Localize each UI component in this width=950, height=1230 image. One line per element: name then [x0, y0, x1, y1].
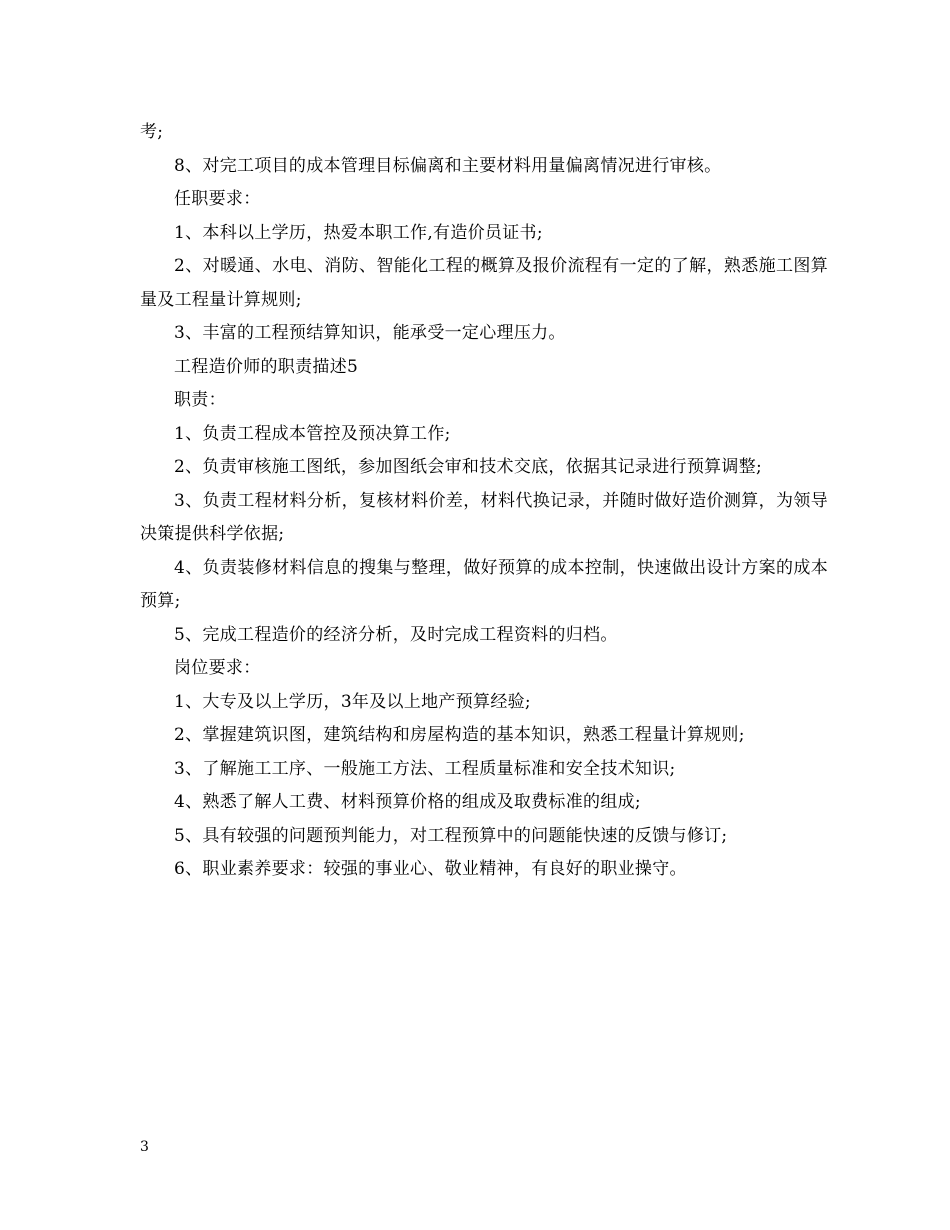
paragraph: 3、了解施工工序、一般施工方法、工程质量标准和安全技术知识; [174, 758, 676, 779]
paragraph: 考; [140, 122, 164, 142]
paragraph: 1、本科以上学历，热爱本职工作,有造价员证书; [174, 222, 543, 243]
paragraph: 2、负责审核施工图纸，参加图纸会审和技术交底，依据其记录进行预算调整; [174, 457, 763, 477]
paragraph: 6、职业素养要求：较强的事业心、敬业精神，有良好的职业操守。 [174, 859, 687, 879]
page-number: 3 [140, 1139, 149, 1155]
paragraph: 3、负责工程材料分析，复核材料价差，材料代换记录，并随时做好造价测算，为领导决策提供科学依据; [140, 490, 828, 544]
section-title: 工程造价师的职责描述5 [174, 356, 359, 377]
paragraph: 5、完成工程造价的经济分析，及时完成工程资料的归档。 [174, 624, 618, 645]
section-heading: 职责： [174, 390, 226, 410]
document-body [140, 116, 828, 887]
paragraph: 5、具有较强的问题预判能力，对工程预算中的问题能快速的反馈与修订; [174, 825, 728, 846]
paragraph: 1、负责工程成本管控及预决算工作; [174, 423, 451, 444]
paragraph: 8、对完工项目的成本管理目标偏离和主要材料用量偏离情况进行审核。 [174, 155, 722, 176]
paragraph: 4、负责装修材料信息的搜集与整理，做好预算的成本控制，快速做出设计方案的成本预算; [140, 557, 828, 611]
paragraph: 3、丰富的工程预结算知识，能承受一定心理压力。 [174, 323, 566, 343]
paragraph: 2、对暖通、水电、消防、智能化工程的概算及报价流程有一定的了解，熟悉施工图算量及工程量计算规则; [140, 256, 828, 310]
paragraph: 4、熟悉了解人工费、材料预算价格的组成及取费标准的组成; [174, 792, 641, 812]
section-heading: 岗位要求： [174, 658, 261, 678]
section-heading: 任职要求： [174, 189, 261, 209]
paragraph: 1、大专及以上学历，3年及以上地产预算经验; [174, 691, 531, 712]
paragraph: 2、掌握建筑识图，建筑结构和房屋构造的基本知识，熟悉工程量计算规则; [174, 725, 745, 745]
